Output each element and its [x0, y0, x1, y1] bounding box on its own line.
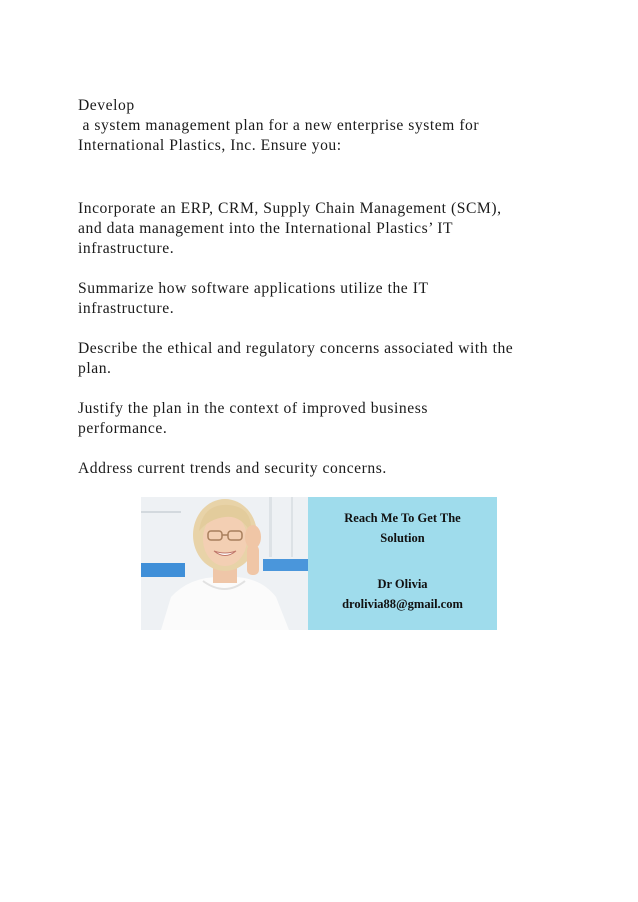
- requirement-line: Incorporate an ERP, CRM, Supply Chain Management (SCM),: [78, 200, 502, 217]
- requirement-line: and data management into the International Plastics’ IT: [78, 220, 454, 237]
- requirement-item: [78, 399, 578, 439]
- requirement-line: Address current trends and security concerns.: [78, 460, 387, 477]
- requirement-item: [78, 279, 578, 319]
- intro-line: a system management plan for a new enterprise system for: [78, 117, 480, 134]
- requirement-item: [78, 459, 578, 479]
- contact-info-panel: [308, 497, 497, 630]
- assignment-text: [78, 96, 578, 479]
- intro-line: International Plastics, Inc. Ensure you:: [78, 137, 342, 154]
- requirement-line: Justify the plan in the context of improved business: [78, 400, 428, 417]
- intro-line: Develop: [78, 97, 135, 114]
- requirement-line: performance.: [78, 420, 168, 437]
- contact-name: Dr Olivia: [377, 577, 428, 591]
- intro-paragraph: [78, 96, 578, 156]
- requirement-line: Describe the ethical and regulatory concerns associated with the: [78, 340, 514, 357]
- ad-contact: [308, 574, 497, 614]
- requirement-line: Summarize how software applications utilize the IT: [78, 280, 429, 297]
- requirement-line: infrastructure.: [78, 240, 175, 257]
- requirement-line: plan.: [78, 360, 112, 377]
- headline-line: Solution: [380, 531, 425, 545]
- ad-headline: [308, 508, 497, 548]
- requirement-line: infrastructure.: [78, 300, 175, 317]
- requirement-item: [78, 339, 578, 379]
- contact-email[interactable]: drolivia88@gmail.com: [342, 597, 463, 611]
- contact-banner: [141, 497, 497, 630]
- person-photo: [141, 497, 308, 630]
- headline-line: Reach Me To Get The: [344, 511, 461, 525]
- person-illustration: [141, 497, 308, 630]
- requirement-item: [78, 199, 578, 259]
